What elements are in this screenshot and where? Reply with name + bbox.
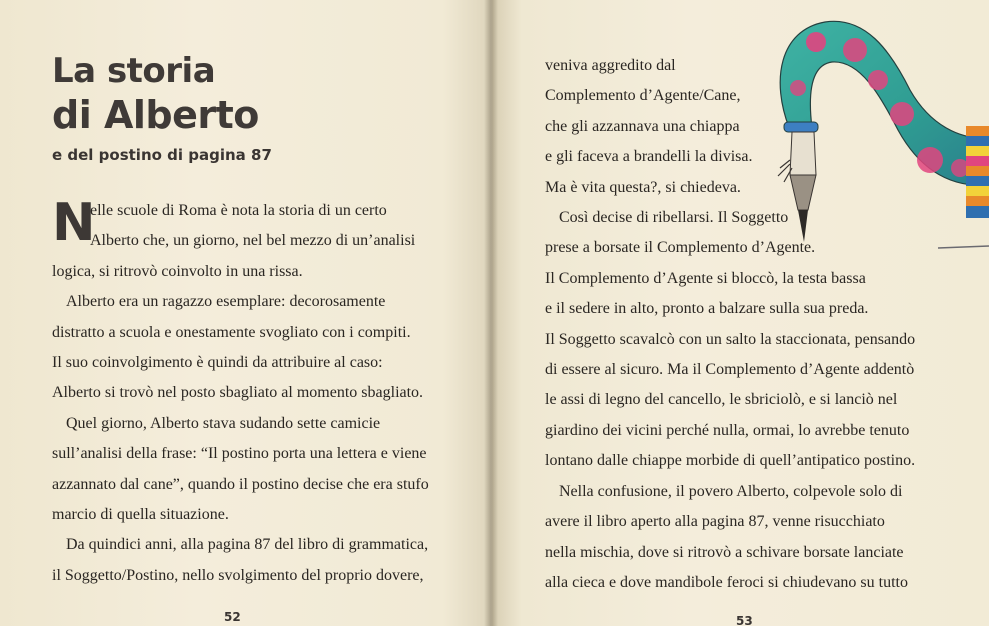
text-line: lontano dalle chiappe morbide di quell’antipatico postino. [545,452,916,470]
title-line-1: La storia [52,51,216,91]
text-line: alla cieca e dove mandibole feroci si chiudevano su tutto [545,573,908,591]
left-page [0,0,492,626]
text-line: veniva aggredito dal [545,57,676,74]
text-line: sull’analisi della frase: “Il postino porta una lettera e viene [52,445,427,463]
text-line: e gli faceva a brandelli la divisa. [545,148,753,166]
text-line: prese a borsate il Complemento d’Agente. [545,239,816,257]
text-line: logica, si ritrovò coinvolto in una rissa. [52,262,303,280]
text-line: Nella confusione, il povero Alberto, colpevole solo di [559,482,903,500]
text-line: le assi di legno del cancello, le sbriciolò, e si lanciò nel [545,391,898,409]
creature-illustration [770,10,989,260]
chapter-subtitle: e del postino di pagina 87 [52,146,272,164]
text-line: Quel giorno, Alberto stava sudando sette camicie [66,414,381,432]
text-line: Il Soggetto scavalcò con un salto la staccionata, pensando [545,330,916,348]
text-line: di essere al sicuro. Ma il Complemento d’Agente addentò [545,361,915,379]
book-gutter [484,0,498,626]
text-line: marcio di quella situazione. [52,506,229,524]
text-line: Alberto che, un giorno, nel bel mezzo di un’analisi [90,232,416,250]
text-line: Così decise di ribellarsi. Il Soggetto [559,209,789,227]
text-line: Complemento d’Agente/Cane, [545,87,741,105]
text-line: Ma è vita questa?, si chiedeva. [545,178,741,196]
text-line: giardino dei vicini perché nulla, ormai, lo avrebbe tenuto [545,421,910,439]
text-line: azzannato dal cane”, quando il postino decise che era stufo [52,475,429,493]
text-line: distratto a scuola e onestamente svogliato con i compiti. [52,323,411,341]
text-line-content: elle scuole di Roma è nota la storia di un certo [90,202,387,219]
chapter-title [52,50,259,138]
text-line: Da quindici anni, alla pagina 87 del libro di grammatica, [66,536,429,554]
text-line: Il suo coinvolgimento è quindi da attribuire al caso: [52,354,383,372]
page-number-left: 52 [224,610,241,624]
text-line: che gli azzannava una chiappa [545,117,740,135]
drop-cap: N [52,193,96,253]
text-line: Alberto era un ragazzo esemplare: decorosamente [66,293,386,311]
text-line: Alberto si trovò nel posto sbagliato al momento sbagliato. [52,384,424,402]
text-line: e il sedere in alto, pronto a balzare sulla sua preda. [545,300,869,318]
text-line: avere il libro aperto alla pagina 87, venne risucchiato [545,513,885,531]
text-line: Il Complemento d’Agente si bloccò, la testa bassa [545,269,866,287]
text-line: nella mischia, dove si ritrovò a schivare borsate lanciate [545,543,904,561]
page-number-right: 53 [736,614,753,626]
text-line: il Soggetto/Postino, nello svolgimento del proprio dovere, [52,566,424,584]
title-line-2: di Alberto [52,93,259,137]
left-body-text [52,193,429,591]
